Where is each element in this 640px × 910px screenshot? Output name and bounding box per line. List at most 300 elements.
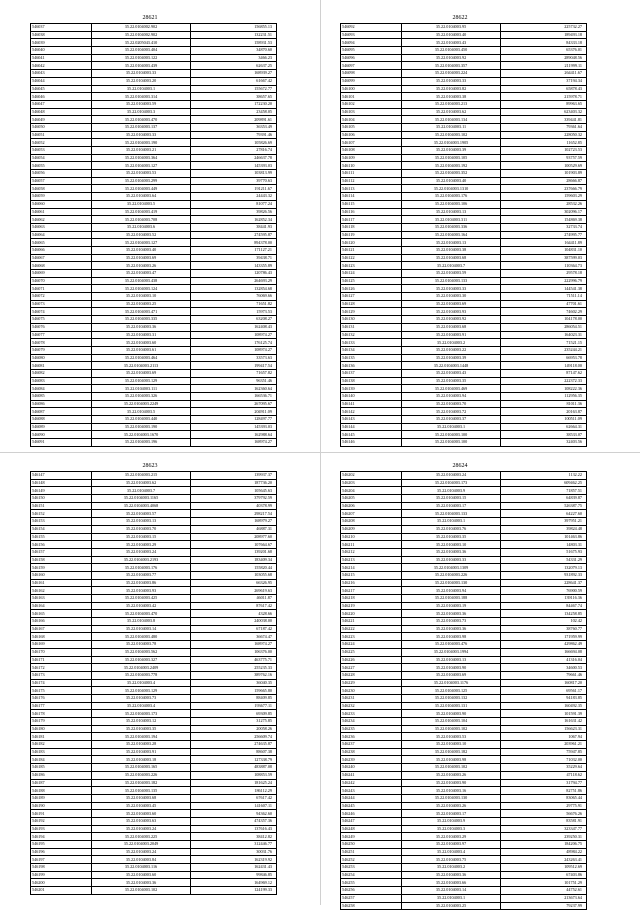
- row-id-cell: 546066: [31, 246, 92, 254]
- row-id-cell: 546185: [31, 764, 92, 772]
- cadastral-number-cell: 35.22.0104003.92: [402, 316, 501, 324]
- value-cell: 41316.04: [501, 656, 587, 664]
- row-id-cell: 546091: [31, 439, 92, 447]
- row-id-cell: 546239: [341, 756, 402, 764]
- row-id-cell: 546136: [341, 362, 402, 370]
- row-id-cell: 546164: [31, 602, 92, 610]
- row-id-cell: 546167: [31, 625, 92, 633]
- value-cell: 228641.37: [501, 579, 587, 587]
- cadastral-number-cell: 35.22.0104003.35: [402, 533, 501, 541]
- table-row: [341, 31, 587, 39]
- cadastral-number-cell: 35.22.0104003.438: [92, 277, 191, 285]
- table-row: [31, 208, 277, 216]
- row-id-cell: 546101: [341, 93, 402, 101]
- row-id-cell: 546109: [341, 154, 402, 162]
- table-row: [341, 100, 587, 108]
- row-id-cell: 546234: [341, 718, 402, 726]
- table-row: [341, 787, 587, 795]
- table-row: [31, 656, 277, 664]
- value-cell: 108222.36: [501, 385, 587, 393]
- document-page-2: [340, 14, 580, 447]
- table-row: [31, 416, 277, 424]
- cadastral-number-cell: 35.22.0104003.22: [402, 346, 501, 354]
- table-row: [341, 602, 587, 610]
- row-id-cell: 546253: [341, 864, 402, 872]
- row-id-cell: 546215: [341, 571, 402, 579]
- row-id-cell: 546168: [31, 633, 92, 641]
- value-cell: 38441.93: [191, 223, 277, 231]
- table-row: [341, 416, 587, 424]
- value-cell: 255235.33: [191, 664, 277, 672]
- table-row: [341, 794, 587, 802]
- cadastral-number-cell: 35.22.0104003.1994: [402, 648, 501, 656]
- row-id-cell: 546086: [31, 400, 92, 408]
- value-cell: 76069.66: [191, 293, 277, 301]
- row-id-cell: 546221: [341, 618, 402, 626]
- value-cell: 96351.46: [191, 377, 277, 385]
- table-row: [31, 346, 277, 354]
- value-cell: 40378.99: [191, 502, 277, 510]
- row-id-cell: 546113: [341, 185, 402, 193]
- table-row: [341, 24, 587, 32]
- value-cell: 159603.29: [501, 193, 587, 201]
- row-id-cell: 546212: [341, 548, 402, 556]
- table-row: [341, 656, 587, 664]
- value-cell: 931892.33: [501, 571, 587, 579]
- value-cell: 155672.77: [191, 85, 277, 93]
- cadastral-number-cell: 35.22.0104003.336: [402, 223, 501, 231]
- value-cell: 120786.43: [191, 270, 277, 278]
- value-cell: 274635.87: [191, 741, 277, 749]
- value-cell: 139201.68: [191, 548, 277, 556]
- row-id-cell: 546067: [31, 254, 92, 262]
- value-cell: 379792.59: [191, 495, 277, 503]
- cadastral-number-cell: 35.22.0104003.73: [92, 694, 191, 702]
- row-id-cell: 546191: [31, 810, 92, 818]
- row-id-cell: 546154: [31, 525, 92, 533]
- value-cell: 3466.23: [191, 54, 277, 62]
- value-cell: 184206.75: [501, 841, 587, 849]
- table-row: [31, 116, 277, 124]
- cadastral-number-cell: 35.22.0104003.91: [402, 331, 501, 339]
- value-cell: 149118.00: [501, 362, 587, 370]
- cadastral-number-cell: 35.22.0104002.902: [92, 24, 191, 32]
- table-row: [31, 856, 277, 864]
- table-row: [31, 748, 277, 756]
- value-cell: 51675.93: [501, 548, 587, 556]
- cadastral-number-cell: 35.22.0104003.192: [402, 162, 501, 170]
- value-cell: 243263.41: [501, 856, 587, 864]
- table-row: [341, 185, 587, 193]
- row-id-cell: 546110: [341, 162, 402, 170]
- row-id-cell: 546074: [31, 308, 92, 316]
- cadastral-number-cell: 35.22.0104003.93: [92, 587, 191, 595]
- value-cell: 225732.27: [501, 24, 587, 32]
- row-id-cell: 546063: [31, 223, 92, 231]
- row-id-cell: 546040: [31, 47, 92, 55]
- table-row: [31, 85, 277, 93]
- cadastral-number-cell: 35.22.0104003.326: [92, 393, 191, 401]
- row-id-cell: 546041: [31, 54, 92, 62]
- value-cell: 264411.67: [501, 70, 587, 78]
- row-id-cell: 546194: [31, 833, 92, 841]
- row-id-cell: 546232: [341, 702, 402, 710]
- value-cell: 166536.71: [191, 393, 277, 401]
- table-row: [341, 385, 587, 393]
- row-id-cell: 546151: [31, 502, 92, 510]
- value-cell: 102.42: [501, 618, 587, 626]
- cadastral-number-cell: 35.22.0104003.100: [402, 431, 501, 439]
- cadastral-number-cell: 35.22.0104003.69: [92, 254, 191, 262]
- table-row: [31, 423, 277, 431]
- table-row: [341, 733, 587, 741]
- table-row: [341, 579, 587, 587]
- row-id-cell: 546097: [341, 62, 402, 70]
- table-row: [341, 439, 587, 447]
- value-cell: 168979.27: [191, 518, 277, 526]
- table-row: [31, 47, 277, 55]
- value-cell: 71521.15: [501, 339, 587, 347]
- horizontal-page-divider: [0, 452, 640, 453]
- row-id-cell: 546226: [341, 656, 402, 664]
- table-row: [341, 864, 587, 872]
- row-id-cell: 546099: [341, 77, 402, 85]
- cadastral-number-cell: 35.22.0205043.410: [92, 39, 191, 47]
- table-row: [31, 262, 277, 270]
- table-row: [31, 718, 277, 726]
- table-row: [31, 193, 277, 201]
- value-cell: 124199.33: [191, 887, 277, 895]
- table-row: [31, 848, 277, 856]
- cadastral-number-cell: 35.22.0104003.7: [402, 262, 501, 270]
- table-row: [341, 93, 587, 101]
- value-cell: 36040.35: [191, 679, 277, 687]
- table-row: [341, 431, 587, 439]
- cadastral-number-cell: 35.22.0104003.97: [402, 841, 501, 849]
- cadastral-number-cell: 35.22.0104003.225: [92, 833, 191, 841]
- cadastral-number-cell: 35.22.0104003.11: [402, 123, 501, 131]
- table-row: [31, 439, 277, 447]
- table-row: [341, 833, 587, 841]
- table-row: [31, 610, 277, 618]
- value-cell: 108853.59: [191, 771, 277, 779]
- row-id-cell: 546068: [31, 262, 92, 270]
- row-id-cell: 546049: [31, 116, 92, 124]
- row-id-cell: 546249: [341, 833, 402, 841]
- cadastral-number-cell: 35.22.0104003.29: [92, 541, 191, 549]
- cadastral-number-cell: 35.22.0104003.38: [402, 93, 501, 101]
- value-cell: 161631.42: [501, 718, 587, 726]
- row-id-cell: 546072: [31, 293, 92, 301]
- row-id-cell: 546079: [31, 346, 92, 354]
- row-id-cell: 546039: [31, 39, 92, 47]
- row-id-cell: 546065: [31, 239, 92, 247]
- cadastral-number-cell: 35.22.0104003.10: [402, 541, 501, 549]
- cadastral-number-cell: 35.22.0104003.33: [402, 556, 501, 564]
- value-cell: 100529.69: [501, 162, 587, 170]
- table-row: [341, 54, 587, 62]
- table-row: [341, 679, 587, 687]
- value-cell: 162408.43: [191, 323, 277, 331]
- cadastral-number-cell: 35.22.0104003.28: [92, 741, 191, 749]
- table-row: [341, 741, 587, 749]
- value-cell: 75947.85: [501, 748, 587, 756]
- row-id-cell: 546193: [31, 825, 92, 833]
- cadastral-number-cell: 35.22.0104003.6: [92, 223, 191, 231]
- cadastral-number-cell: 35.22.0104003.2193: [92, 556, 191, 564]
- row-id-cell: 546107: [341, 139, 402, 147]
- table-row: [341, 77, 587, 85]
- row-id-cell: 546076: [31, 323, 92, 331]
- table-row: [31, 408, 277, 416]
- value-cell: 27816.74: [191, 147, 277, 155]
- cadastral-number-cell: 35.22.0104003.70: [92, 525, 191, 533]
- row-id-cell: 546181: [31, 733, 92, 741]
- cadastral-number-cell: 35.22.0104003.39: [402, 354, 501, 362]
- table-row: [31, 502, 277, 510]
- table-row: [341, 354, 587, 362]
- value-cell: 67187.42: [191, 625, 277, 633]
- table-row: [31, 70, 277, 78]
- value-cell: 15973.53: [191, 308, 277, 316]
- value-cell: 323347.77: [501, 825, 587, 833]
- row-id-cell: 546203: [341, 479, 402, 487]
- cadastral-number-cell: 35.22.0104003.13: [92, 518, 191, 526]
- row-id-cell: 546220: [341, 610, 402, 618]
- value-cell: 159665.80: [191, 687, 277, 695]
- cadastral-number-cell: 35.22.0104003.226: [402, 571, 501, 579]
- row-id-cell: 546073: [31, 300, 92, 308]
- table-row: [31, 871, 277, 879]
- row-id-cell: 546123: [341, 262, 402, 270]
- row-id-cell: 546233: [341, 710, 402, 718]
- value-cell: 144541.38: [501, 285, 587, 293]
- cadastral-number-cell: 35.22.0104003.35: [402, 377, 501, 385]
- cadastral-number-cell: 35.22.0104003.111: [92, 385, 191, 393]
- cadastral-number-cell: 35.22.0104003.2249: [92, 400, 191, 408]
- cadastral-number-cell: 35.22.0104003.440: [92, 416, 191, 424]
- table-row: [341, 339, 587, 347]
- value-cell: 61667.42: [191, 77, 277, 85]
- value-cell: 34870.60: [191, 47, 277, 55]
- table-row: [31, 254, 277, 262]
- cadastral-number-cell: 35.22.0104003.57: [92, 510, 191, 518]
- table-row: [341, 525, 587, 533]
- cadastral-number-cell: 35.22.0104003.125: [402, 687, 501, 695]
- row-id-cell: 546241: [341, 771, 402, 779]
- cadastral-number-cell: 35.22.0104003.425: [92, 595, 191, 603]
- row-id-cell: 546180: [31, 725, 92, 733]
- row-id-cell: 546236: [341, 733, 402, 741]
- cadastral-number-cell: 35.22.0104003.182: [92, 779, 191, 787]
- table-row: [341, 633, 587, 641]
- table-row: [31, 887, 277, 895]
- cadastral-number-cell: 35.22.0104003.69: [402, 300, 501, 308]
- table-row: [31, 510, 277, 518]
- cadastral-number-cell: 35.22.0104003.92: [402, 54, 501, 62]
- value-cell: 158931.53: [191, 39, 277, 47]
- table-row: [341, 270, 587, 278]
- table-row: [341, 587, 587, 595]
- row-id-cell: 546189: [31, 794, 92, 802]
- cadastral-number-cell: 35.22.0104003.63: [92, 817, 191, 825]
- cadastral-number-cell: 35.22.0104003.33: [92, 70, 191, 78]
- row-id-cell: 546188: [31, 787, 92, 795]
- row-id-cell: 546116: [341, 208, 402, 216]
- value-cell: 162319.92: [191, 856, 277, 864]
- table-row: [31, 694, 277, 702]
- value-cell: 463775.71: [191, 656, 277, 664]
- value-cell: 87147.62: [501, 369, 587, 377]
- table-row: [31, 841, 277, 849]
- value-cell: 56676.26: [501, 810, 587, 818]
- row-id-cell: 546121: [341, 246, 402, 254]
- cadastral-number-cell: 35.22.0104003.91: [92, 748, 191, 756]
- table-row: [341, 369, 587, 377]
- cadastral-number-cell: 35.22.0104003.1: [92, 85, 191, 93]
- cadastral-number-cell: 35.22.0104003.4: [92, 679, 191, 687]
- cadastral-number-cell: 35.22.0104003.5: [92, 200, 191, 208]
- row-id-cell: 546243: [341, 787, 402, 795]
- value-cell: 154869.38: [501, 216, 587, 224]
- cadastral-number-cell: 35.22.0104003.72: [402, 408, 501, 416]
- cadastral-number-cell: 35.22.0104003.311: [402, 216, 501, 224]
- row-id-cell: 546149: [31, 487, 92, 495]
- table-row: [31, 354, 277, 362]
- cadastral-number-cell: 35.22.0104003.10: [402, 741, 501, 749]
- cadastral-number-cell: 35.22.0104003.15: [402, 495, 501, 503]
- table-row: [31, 77, 277, 85]
- value-cell: 71857.51: [501, 487, 587, 495]
- row-id-cell: 546057: [31, 177, 92, 185]
- value-cell: 32733.74: [501, 223, 587, 231]
- row-id-cell: 546258: [341, 902, 402, 910]
- table-row: [31, 339, 277, 347]
- row-id-cell: 546087: [31, 408, 92, 416]
- table-row: [341, 487, 587, 495]
- row-id-cell: 546127: [341, 293, 402, 301]
- row-id-cell: 546201: [31, 887, 92, 895]
- table-row: [31, 679, 277, 687]
- row-id-cell: 546152: [31, 510, 92, 518]
- row-id-cell: 546237: [341, 741, 402, 749]
- row-id-cell: 546256: [341, 887, 402, 895]
- value-cell: 71032.00: [501, 756, 587, 764]
- cadastral-number-cell: 35.22.0104003.36: [402, 610, 501, 618]
- value-cell: 134258.85: [501, 610, 587, 618]
- table-row: [31, 779, 277, 787]
- table-row: [31, 147, 277, 155]
- cadastral-number-cell: 35.22.0104003.1905: [402, 139, 501, 147]
- cadastral-number-cell: 35.22.0104003.708: [92, 216, 191, 224]
- table-row: [31, 825, 277, 833]
- cadastral-number-cell: 35.22.0104003.62: [402, 108, 501, 116]
- table-row: [31, 393, 277, 401]
- cadastral-number-cell: 35.22.0104003.194: [92, 733, 191, 741]
- row-id-cell: 546227: [341, 664, 402, 672]
- table-row: [341, 871, 587, 879]
- row-id-cell: 546245: [341, 802, 402, 810]
- row-id-cell: 546119: [341, 231, 402, 239]
- table-row: [341, 200, 587, 208]
- table-row: [341, 208, 587, 216]
- value-cell: 526387.75: [501, 502, 587, 510]
- value-cell: 203961.21: [501, 741, 587, 749]
- value-cell: 39826.56: [191, 208, 277, 216]
- table-row: [341, 277, 587, 285]
- cadastral-number-cell: 35.22.0104003.4: [402, 848, 501, 856]
- table-row: [341, 856, 587, 864]
- cadastral-number-cell: 35.22.0104003.357: [402, 62, 501, 70]
- cadastral-number-cell: 35.22.0104003.21: [92, 147, 191, 155]
- cadastral-number-cell: 35.22.0104003.4: [92, 702, 191, 710]
- cadastral-number-cell: 35.22.0104003.132: [402, 694, 501, 702]
- cadastral-number-cell: 35.22.0104003.10: [92, 293, 191, 301]
- table-row: [31, 541, 277, 549]
- row-id-cell: 546134: [341, 346, 402, 354]
- row-id-cell: 546229: [341, 679, 402, 687]
- cadastral-number-cell: 35.22.0104003.100: [402, 439, 501, 447]
- table-row: [341, 648, 587, 656]
- value-cell: 89963.65: [501, 100, 587, 108]
- table-row: [341, 246, 587, 254]
- table-row: [31, 771, 277, 779]
- cadastral-number-cell: 35.22.0104003.62: [92, 479, 191, 487]
- value-cell: 35229.64: [501, 764, 587, 772]
- cadastral-number-cell: 35.22.0104003.213: [402, 100, 501, 108]
- row-id-cell: 546124: [341, 270, 402, 278]
- row-id-cell: 546054: [31, 154, 92, 162]
- cadastral-number-cell: 35.22.0104003.190: [92, 139, 191, 147]
- table-row: [31, 223, 277, 231]
- value-cell: 211999.11: [501, 62, 587, 70]
- table-row: [31, 710, 277, 718]
- row-id-cell: 546071: [31, 285, 92, 293]
- table-row: [341, 85, 587, 93]
- row-id-cell: 546190: [31, 802, 92, 810]
- value-cell: 187736.20: [191, 479, 277, 487]
- table-row: [31, 293, 277, 301]
- row-id-cell: 546231: [341, 694, 402, 702]
- table-row: [341, 664, 587, 672]
- value-cell: 387599.03: [501, 254, 587, 262]
- value-cell: 156855.13: [191, 24, 277, 32]
- row-id-cell: 546184: [31, 756, 92, 764]
- cadastral-number-cell: 35.22.0104003.133: [402, 510, 501, 518]
- value-cell: 168974.27: [191, 439, 277, 447]
- value-cell: 156623.31: [501, 725, 587, 733]
- table-row: [341, 502, 587, 510]
- cadastral-number-cell: 35.22.0104003.15: [92, 533, 191, 541]
- cadastral-number-cell: 35.22.0104003.130: [402, 794, 501, 802]
- cadastral-number-cell: 35.22.0104003.173: [402, 479, 501, 487]
- table-row: [31, 385, 277, 393]
- table-row: [31, 24, 277, 32]
- table-row: [341, 510, 587, 518]
- cadastral-number-cell: 35.22.0104003.188: [402, 595, 501, 603]
- value-cell: 79391.46: [191, 131, 277, 139]
- row-id-cell: 546088: [31, 416, 92, 424]
- value-cell: 1132.22: [501, 472, 587, 480]
- value-cell: 168939.27: [191, 70, 277, 78]
- cadastral-number-cell: 35.22.0104003.224: [402, 70, 501, 78]
- row-id-cell: 546132: [341, 331, 402, 339]
- table-row: [341, 293, 587, 301]
- row-id-cell: 546160: [31, 571, 92, 579]
- row-id-cell: 546166: [31, 618, 92, 626]
- cadastral-number-cell: 35.22.0104003.176: [92, 564, 191, 572]
- value-cell: 32403.56: [501, 439, 587, 447]
